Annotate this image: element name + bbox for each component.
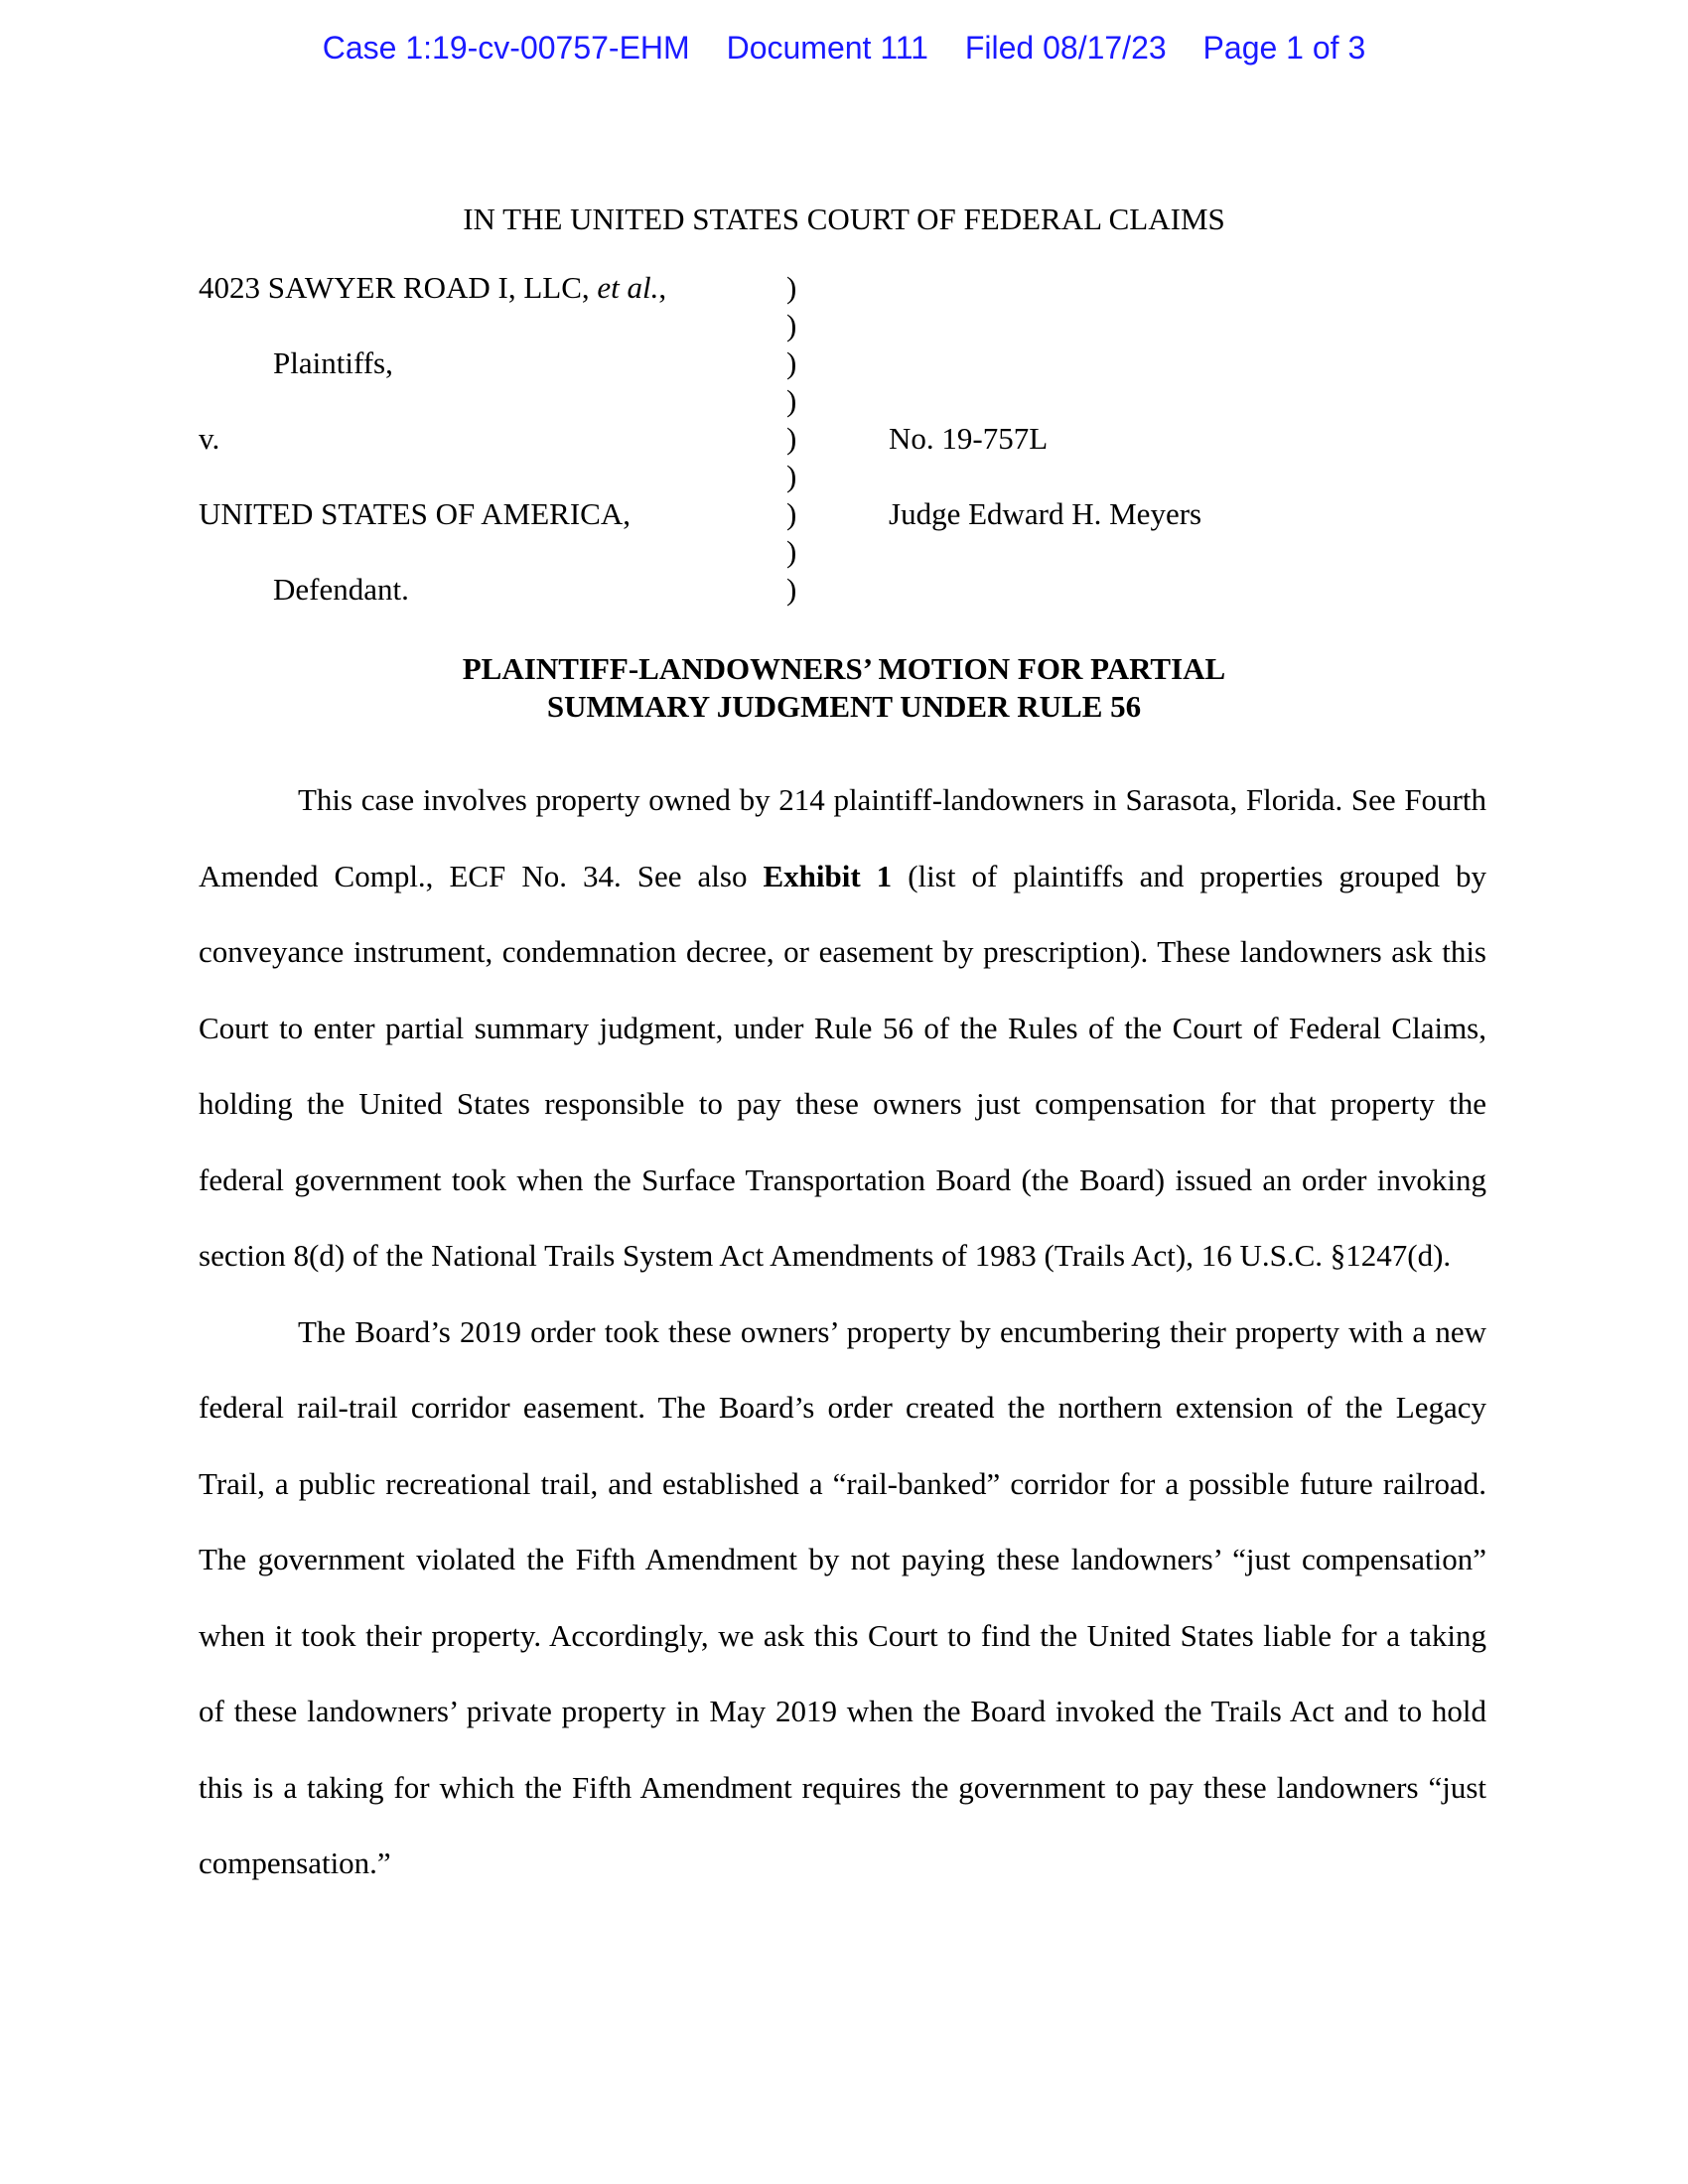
stamp-case-number: Case 1:19-cv-00757-EHM [322,30,690,66]
plaintiff-name: 4023 SAWYER ROAD I, LLC, et al., [199,270,667,305]
stamp-page-count: Page 1 of 3 [1202,30,1366,66]
paren: ) [786,421,797,456]
exhibit-reference: Exhibit 1 [763,858,893,893]
plaintiff-role: Plaintiffs, [273,345,393,380]
paren: ) [786,572,797,607]
paren: ) [786,345,797,380]
stamp-filed-date: Filed 08/17/23 [964,30,1167,66]
paren: ) [786,534,797,569]
case-caption [199,270,1489,617]
motion-title-line-2: SUMMARY JUDGMENT UNDER RULE 56 [546,689,1142,724]
judge-name: Judge Edward H. Meyers [889,496,1202,531]
paren: ) [786,459,797,493]
defendant-name: UNITED STATES OF AMERICA, [199,496,631,531]
paren: ) [786,496,797,531]
paren: ) [786,270,797,305]
paragraph-1: This case involves property owned by 214 plaintiff-landowners in Sarasota, Florida. See Fourth Amended Compl., ECF No. 34. See also Exhibit 1 (list of plaintiffs and properties grouped by conveyance instrument, condemnation decree, or easement by prescription). These landowners ask this Court to enter partial summary judgment, under Rule 56 of the Rules of the Court of Federal Claims, holding the United States responsible to pay these owners just compensation for that property the federal government took when the Surface Transportation Board (the Board) issued an order invoking section 8(d) of the National Trails System Act Amendments of 1983 (Trails Act), 16 U.S.C. §1247(d). [199,782,1486,1273]
motion-title [0,650,1688,726]
case-number: No. 19-757L [889,421,1049,456]
motion-body [199,762,1486,1902]
motion-title-line-1: PLAINTIFF-LANDOWNERS’ MOTION FOR PARTIAL [462,651,1226,686]
ecf-header-stamp [0,30,1688,67]
court-name: IN THE UNITED STATES COURT OF FEDERAL CLAIMS [463,202,1225,236]
paren: ) [786,308,797,342]
stamp-document-number: Document 111 [726,30,928,66]
paragraph-2: The Board’s 2019 order took these owners’ property by encumbering their property with a new federal rail-trail corridor easement. The Board’s order created the northern extension of the Legacy Trail, a public recreational trail, and established a “rail-banked” corridor for a possible future railroad. The government violated the Fifth Amendment by not paying these landowners’ “just compensation” when it took their property. Accordingly, we ask this Court to find the United States liable for a taking of these landowners’ private property in May 2019 when the Board invoked the Trails Act and to hold this is a taking for which the Fifth Amendment requires the government to pay these landowners “just compensation.” [199,1313,1486,1880]
versus: v. [199,421,220,456]
paren: ) [786,383,797,418]
defendant-role: Defendant. [273,572,409,607]
